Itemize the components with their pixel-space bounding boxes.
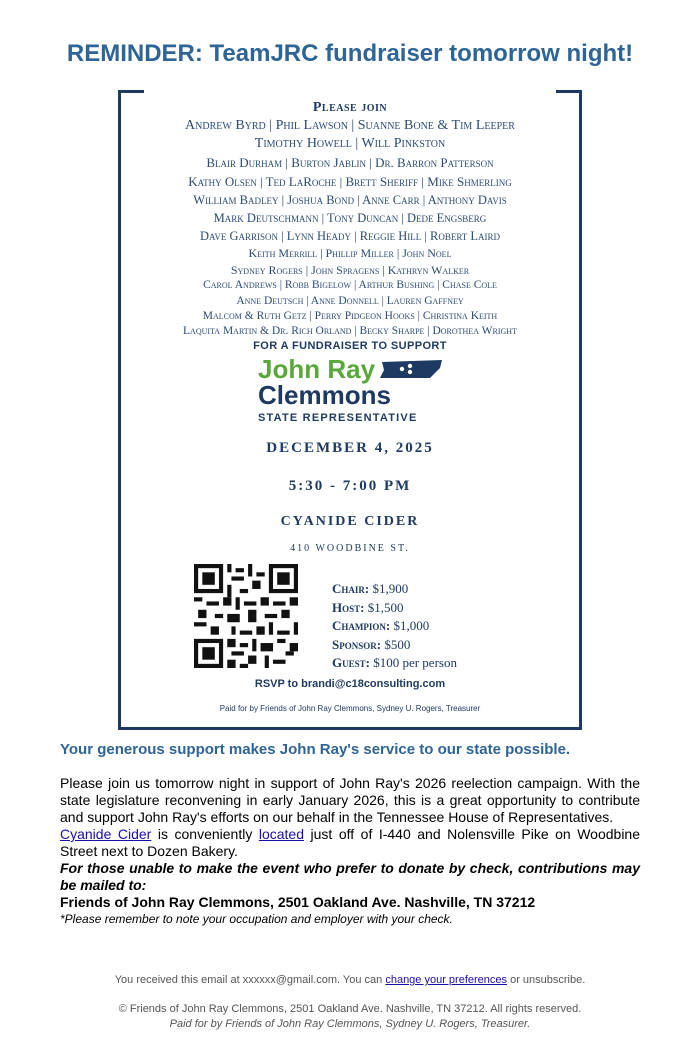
unsubscribe-text: or unsubscribe. <box>507 974 586 986</box>
event-address: 410 WOODBINE ST. <box>290 543 410 554</box>
host-line: Malcom & Ruth Getz | Perry Pidgeon Hooks | Christina Keith <box>202 310 498 322</box>
host-line: Carol Andrews | Robb Bigelow | Arthur Bushing | Chase Cole <box>203 279 497 291</box>
flyer-frame-top-left <box>118 90 144 93</box>
venue-text: is conveniently <box>151 826 259 842</box>
check-note: For those unable to make the event who prefer to donate by check, contributions may be mailed to: <box>60 860 640 893</box>
host-line: Laquita Martin & Dr. Rich Orland | Becky Sharpe | Dorothea Wright <box>183 325 517 337</box>
level-row <box>332 617 457 636</box>
email-headline: REMINDER: TeamJRC fundraiser tomorrow night! <box>66 40 634 67</box>
please-join-heading: Please join <box>312 100 388 115</box>
level-amount: $1,000 <box>393 618 430 633</box>
event-venue: CYANIDE CIDER <box>280 514 420 529</box>
qr-code[interactable] <box>194 564 298 668</box>
flyer-frame-bottom <box>118 727 582 730</box>
flyer-paid-for: Paid for by Friends of John Ray Clemmons, Sydney U. Rogers, Treasurer <box>219 704 481 713</box>
occupation-reminder: *Please remember to note your occupation and employer with your check. <box>60 912 453 926</box>
host-line: Kathy Olsen | Ted LaRoche | Brett Sheriff | Mike Shmerling <box>188 174 512 189</box>
level-row <box>332 599 457 618</box>
level-amount: $500 <box>384 636 411 652</box>
mail-address: Friends of John Ray Clemmons, 2501 Oakland Ave. Nashville, TN 37212 <box>60 894 536 910</box>
event-date: DECEMBER 4, 2025 <box>266 440 434 456</box>
level-name: Champion: <box>332 618 391 633</box>
host-line: Keith Merrill | Phillip Miller | John Noel <box>248 246 452 260</box>
level-row <box>332 636 457 655</box>
located-link[interactable]: located <box>258 826 304 842</box>
host-line: Blair Durham | Burton Jablin | Dr. Barron Patterson <box>206 155 494 170</box>
footer-paid-for: Paid for by Friends of John Ray Clemmons, Sydney U. Rogers, Treasurer. <box>169 1018 531 1030</box>
host-line: Dave Garrison | Lynn Heady | Reggie Hill | Robert Laird <box>199 229 501 243</box>
contribution-levels <box>332 580 457 673</box>
body-paragraph: Please join us tomorrow night in support of John Ray's 2026 reelection campaign. With the state legislature reconvening in early January 2026, this is a great opportunity to contribute and support John Ray's efforts on our behalf in the Tennessee House of Representatives. <box>60 775 640 825</box>
level-row <box>332 580 457 599</box>
host-line: Sydney Rogers | John Spragens | Kathryn Walker <box>230 263 470 277</box>
logo-last-name: Clemmons <box>258 380 391 410</box>
level-name: Sponsor: <box>332 636 382 652</box>
level-name: Chair: <box>332 581 370 596</box>
level-name: Host: <box>332 599 365 615</box>
level-amount: $100 per person <box>373 655 457 670</box>
host-line: Anne Deutsch | Anne Donnell | Lauren Gaffney <box>236 295 464 307</box>
level-name: Guest: <box>332 655 370 670</box>
host-line: Mark Deutschmann | Tony Duncan | Dede Engsberg <box>213 211 487 225</box>
venue-text-end: just off of I-440 and Nolensville Pike on Woodbine Street next to Dozen Bakery. <box>60 826 640 859</box>
footer-copyright: © Friends of John Ray Clemmons, 2501 Oakland Ave. Nashville, TN 37212. All rights reserved. <box>118 1003 582 1015</box>
level-row <box>332 654 457 673</box>
host-line: William Badley | Joshua Bond | Anne Carr | Anthony Davis <box>193 193 507 207</box>
flyer-frame-top-right <box>556 90 582 93</box>
host-line: Andrew Byrd | Phil Lawson | Suanne Bone & Tim Leeper <box>185 118 515 133</box>
support-line: FOR A FUNDRAISER TO SUPPORT <box>253 340 447 352</box>
event-time: 5:30 - 7:00 PM <box>288 478 412 494</box>
rsvp-line: RSVP to brandi@c18consulting.com <box>254 678 446 690</box>
level-amount: $1,900 <box>372 581 409 596</box>
footer-received <box>0 974 700 986</box>
tennessee-state-icon <box>380 358 444 380</box>
venue-sentence <box>60 826 640 860</box>
level-amount: $1,500 <box>367 599 404 615</box>
email-body <box>60 775 640 928</box>
host-line: Timothy Howell | Will Pinkston <box>254 136 446 151</box>
logo-subtitle: STATE REPRESENTATIVE <box>258 412 418 424</box>
received-text: You received this email at xxxxxx@gmail.com. You can <box>114 974 386 986</box>
support-tagline: Your generous support makes John Ray's service to our state possible. <box>60 741 571 758</box>
cyanide-cider-link[interactable]: Cyanide Cider <box>60 826 152 842</box>
fundraiser-flyer <box>118 90 582 730</box>
logo-first-name: John Ray <box>258 354 376 384</box>
change-preferences-link[interactable]: change your preferences <box>385 974 508 986</box>
